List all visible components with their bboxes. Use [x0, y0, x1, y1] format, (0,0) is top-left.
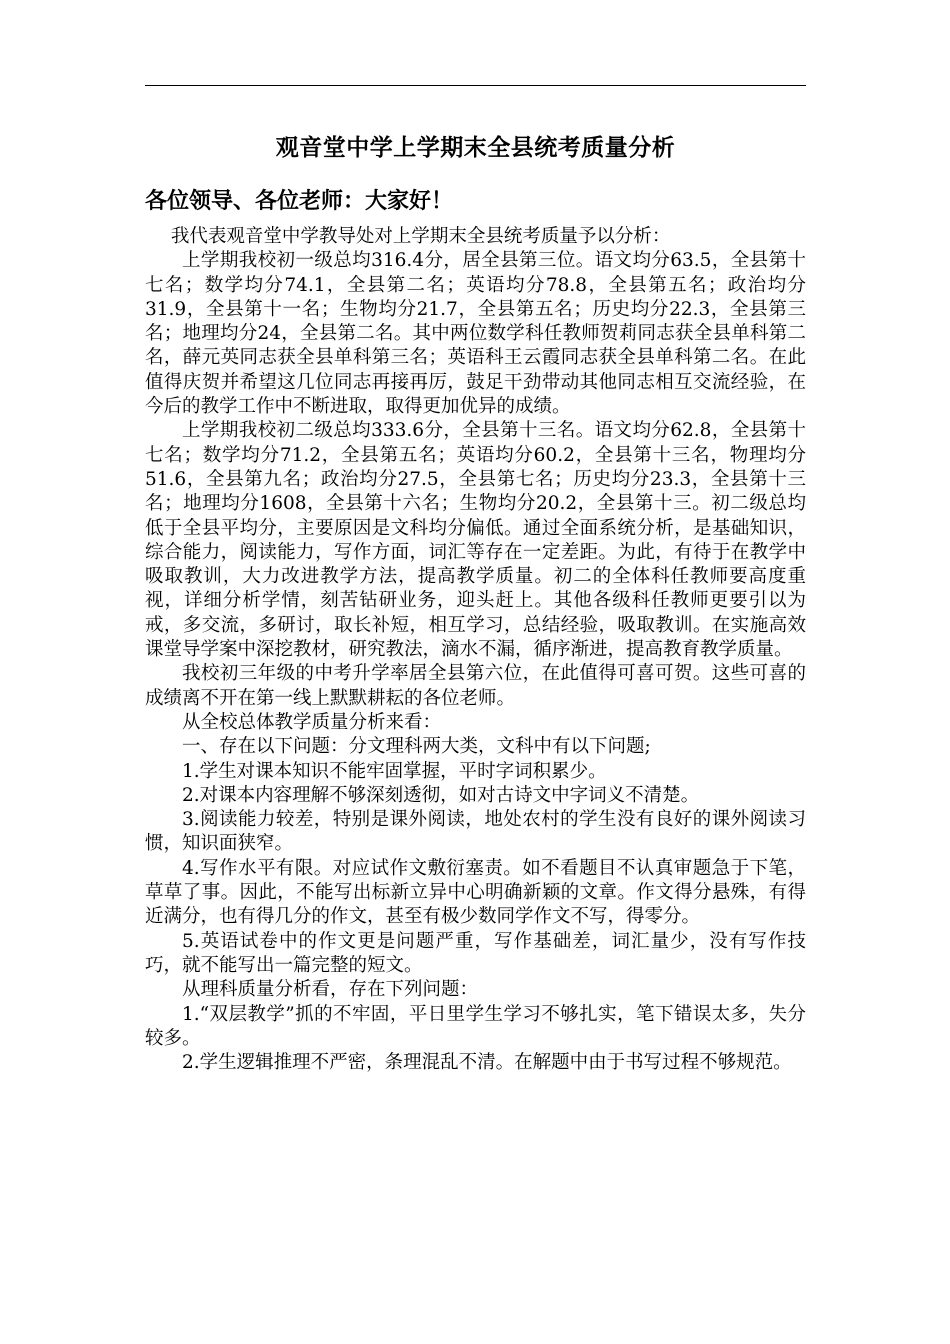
paragraph-grade-two: 上学期我校初二级总均333.6分，全县第十三名。语文均分62.8，全县第十七名；数学均分71.2，全县第五名；英语均分60.2，全县第十三名，物理均分51.6，全县第九名；政治均分27.5，全县第七名；历史均分23.3，全县第十三名；地理均分1608，全县第十六名；生物均分20.2，全县第十三。初二级总均低于全县平均分，主要原因是文科均分偏低。通过全面系统分析，是基础知识，综合能力，阅读能力，写作方面，词汇等存在一定差距。为此，有待于在教学中吸取教训，大力改进教学方法，提高教学质量。初二的全体科任教师要高度重视，详细分析学情，刻苦钻研业务，迎头赶上。其他各级科任教师更要引以为戒，多交流，多研讨，取长补短，相互学习，总结经验，吸取教训。在实施高效课堂导学案中深挖教材，研究教法，滴水不漏，循序渐进，提高教育教学质量。 [145, 420, 806, 661]
paragraph-arts-item-2: 2.对课本内容理解不够深刻透彻，如对古诗文中字词义不清楚。 [182, 784, 700, 806]
paragraph-grade-three: 我校初三年级的中考升学率居全县第六位，在此值得可喜可贺。这些可喜的成绩离不开在第一线上默默耕耘的各位老师。 [145, 663, 806, 709]
document-title: 观音堂中学上学期末全县统考质量分析 [275, 134, 676, 161]
greeting-heading: 各位领导、各位老师：大家好！ [145, 188, 454, 214]
paragraph-science-heading: 从理科质量分析看，存在下列问题： [182, 979, 479, 1001]
paragraph-science-item-1: 1.“双层教学”抓的不牢固，平日里学生学习不够扎实，笔下错误太多，失分较多。 [145, 1003, 806, 1049]
paragraph-intro: 我代表观音堂中学教导处对上学期末全县统考质量予以分析： [170, 226, 671, 247]
paragraph-overall: 从全校总体教学质量分析来看： [182, 711, 442, 733]
paragraph-problems-heading: 一、存在以下问题：分文理科两大类，文科中有以下问题; [182, 736, 651, 758]
header-rule [145, 85, 806, 86]
body-text [145, 225, 806, 1075]
paragraph-science-item-2: 2.学生逻辑推理不严密，条理混乱不清。在解题中由于书写过程不够规范。 [182, 1052, 792, 1074]
paragraph-arts-item-5: 5.英语试卷中的作文更是问题严重，写作基础差，词汇量少，没有写作技巧，就不能写出一篇完整的短文。 [145, 930, 806, 976]
paragraph-arts-item-4: 4.写作水平有限。对应试作文敷衍塞责。如不看题目不认真审题急于下笔，草草了事。因此，不能写出标新立异中心明确新颖的文章。作文得分悬殊，有得近满分，也有得几分的作文，甚至有极少数同学作文不写，得零分。 [145, 857, 806, 928]
paragraph-grade-one: 上学期我校初一级总均316.4分，居全县第三位。语文均分63.5，全县第十七名；数学均分74.1，全县第二名；英语均分78.8，全县第五名；政治均分31.9，全县第十一名；生物均分21.7，全县第五名；历史均分22.3，全县第三名；地理均分24，全县第二名。其中两位数学科任教师贺莉同志获全县单科第二名，薛元英同志获全县单科第三名；英语科王云霞同志获全县单科第二名。在此值得庆贺并希望这几位同志再接再厉，鼓足干劲带动其他同志相互交流经验，在今后的教学工作中不断进取，取得更加优异的成绩。 [145, 250, 806, 418]
paragraph-arts-item-1: 1.学生对课本知识不能牢固掌握，平时字词积累少。 [182, 760, 607, 782]
paragraph-arts-item-3: 3.阅读能力较差，特别是课外阅读，地处农村的学生没有良好的课外阅读习惯，知识面狭窄。 [145, 809, 806, 855]
